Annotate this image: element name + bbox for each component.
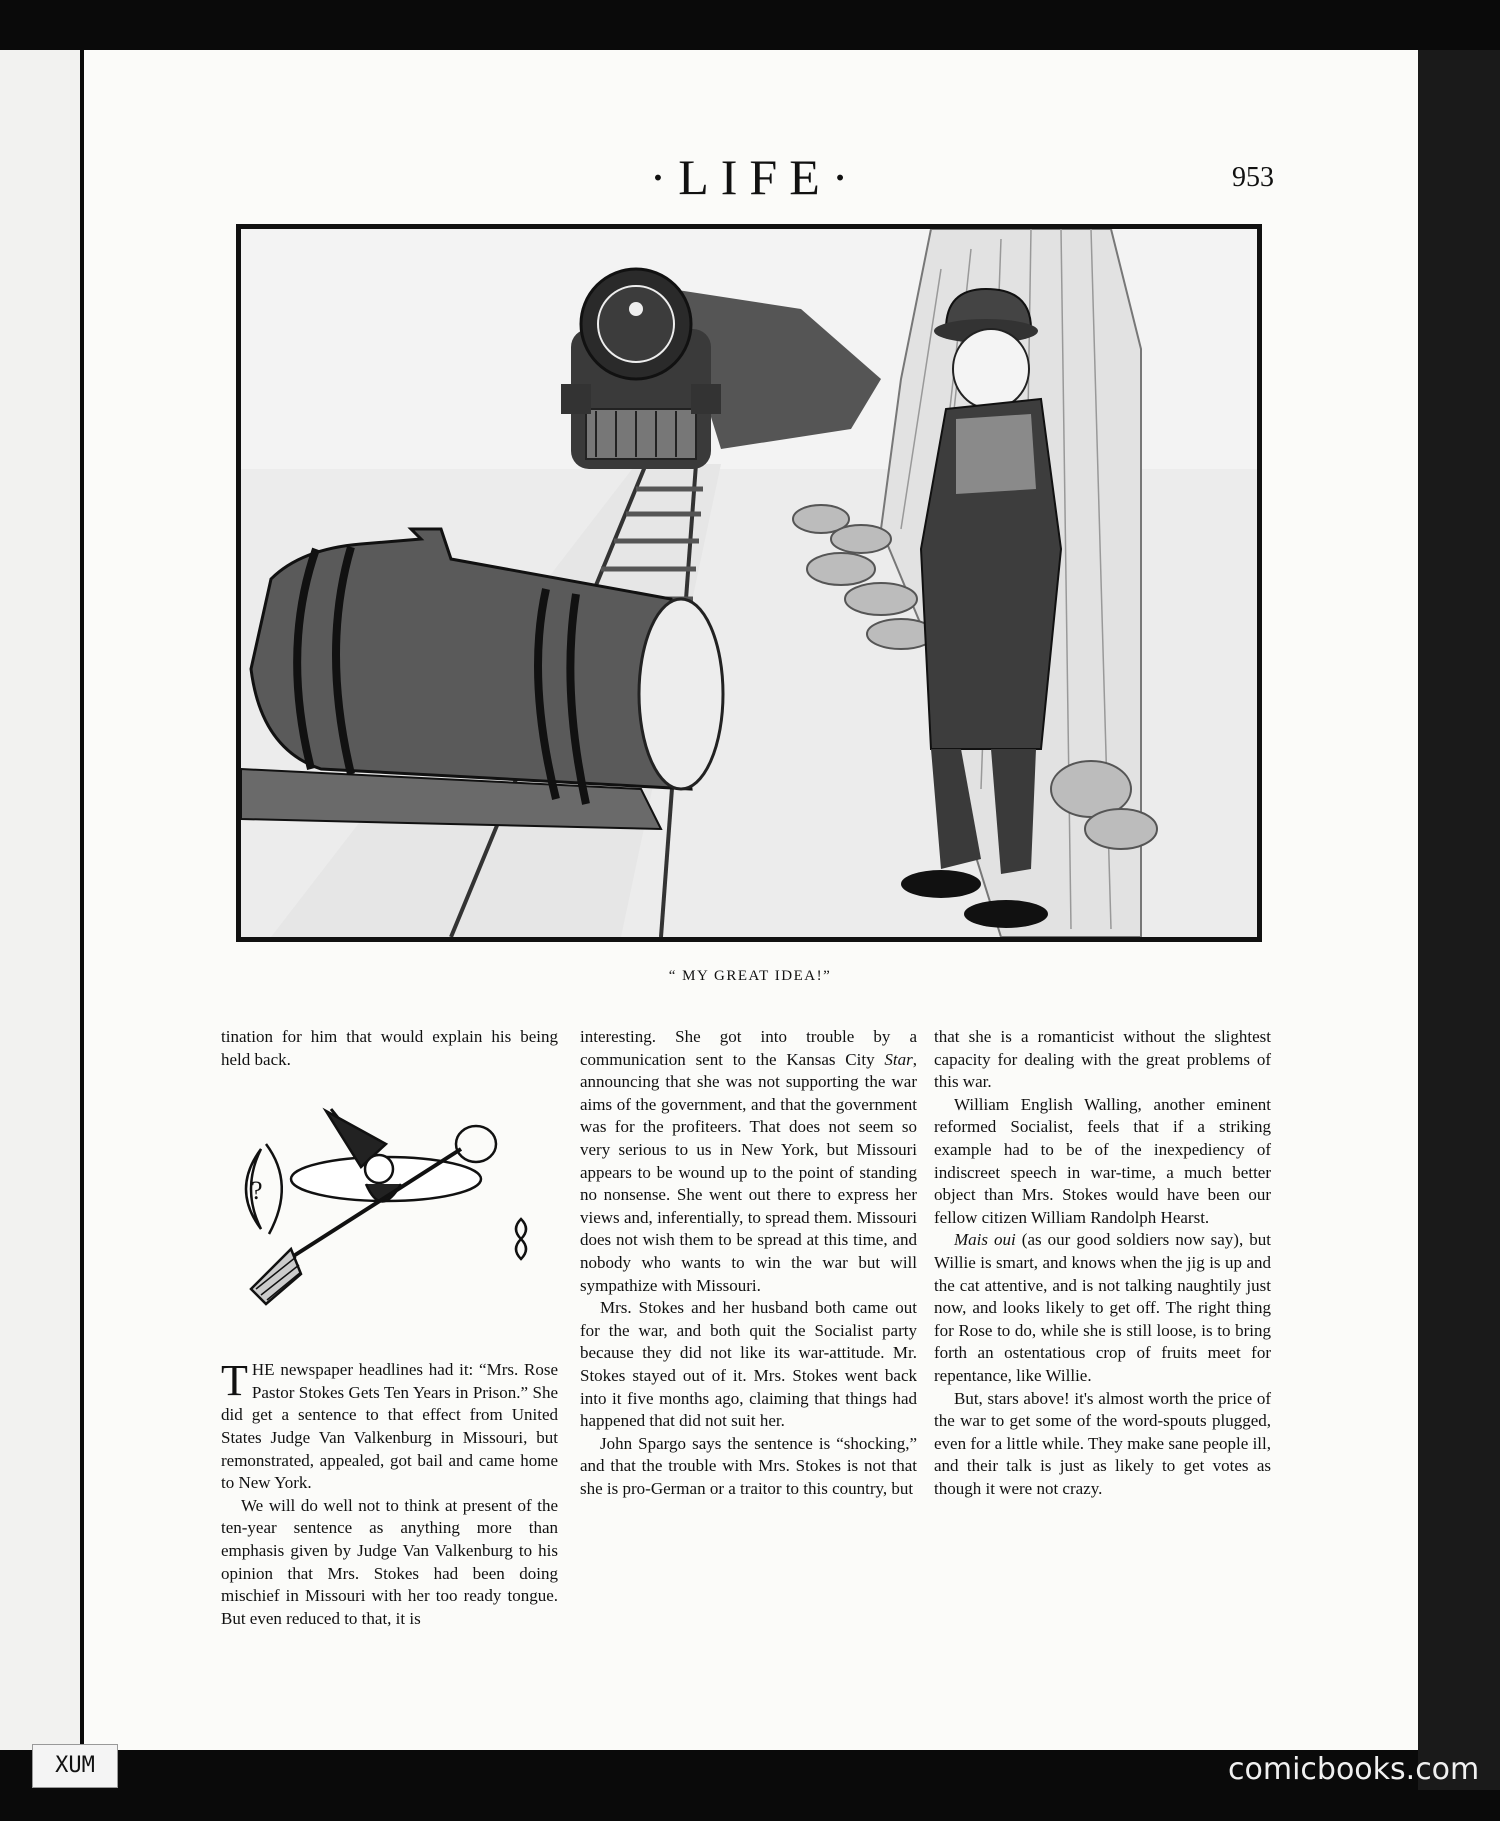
text-column-1 — [221, 1026, 558, 1630]
cartoon-illustration — [236, 224, 1262, 942]
column-2-paragraph-3: John Spargo says the sentence is “shocking,” and that the trouble with Mrs. Stokes is not that she is pro-German or a traitor to this country, but — [580, 1433, 917, 1498]
masthead: ·LIFE· — [649, 149, 861, 205]
page-number: 953 — [1232, 162, 1274, 193]
column-1-lead-paragraph: tination for him that would explain his being held back. — [221, 1027, 558, 1069]
column-3-paragraph-1: that she is a romanticist without the slightest capacity for dealing with the great problems of this war. — [934, 1027, 1271, 1092]
column-3-paragraph-3-text: (as our good soldiers now say), but Willie is smart, and knows when the jig is up and the cat attentive, and is not talking naughtily just now, and looks likely to get off. The right thing for Rose to do, while she is still loose, is to bring forth an ostentatious crop of fruits meet for repentance, like Willie. — [934, 1230, 1271, 1385]
column-2-paragraph-2: Mrs. Stokes and her husband both came out for the war, and both quit the Socialist party because they did not like its war-attitude. Mr. Stokes stayed out of it. Mrs. Stokes went back into it five months ago, claiming that things had happened that did not suit her. — [580, 1298, 917, 1431]
column-3-paragraph-4: But, stars above! it's almost worth the price of the war to get some of the word-spouts plugged, even for a little while. They make sane people ill, and their talk is just as likely to get votes as though it were not crazy. — [934, 1388, 1271, 1498]
right-page-edge — [1418, 50, 1500, 1790]
left-page-edge — [0, 50, 80, 1750]
svg-text:?: ? — [251, 1176, 263, 1206]
text-column-2 — [580, 1026, 917, 1500]
column-2-paragraph-1-end: , announcing that she was not supporting the war aims of the government, and that the government was for the profiteers. That does not seem so very serious to us in New York, but Missouri appears to be wound up to the point of standing no nonsense. She went out there to express her views and, inferentially, to spread them. Missouri does not wish them to be spread at this time, and nobody who wants to win the war but will sympathize with Missouri. — [580, 1049, 917, 1295]
column-3-paragraph-2: William English Walling, another eminent reformed Socialist, feels that if a striking example had to be of the inexpediency of indiscreet speech in war-time, a much better object than Mrs. Stokes would have been our fellow citizen William Randolph Hearst. — [934, 1094, 1271, 1227]
column-1-paragraph-1-text: HE newspaper headlines had it: “Mrs. Rose Pastor Stokes Gets Ten Years in Prison.” She did get a sentence to that effect from United States Judge Van Valkenburg in Missouri, but remonstrated, appealed, got bail and came home to New York. — [221, 1360, 558, 1493]
scan-watermark: comicbooks.com — [1228, 1752, 1480, 1787]
column-3-paragraph-3 — [934, 1229, 1271, 1387]
column-2-paragraph-1-start: interesting. She got into trouble by a communication sent to the Kansas City — [580, 1027, 917, 1069]
column-2-paragraph-1-italic: Star — [884, 1049, 913, 1069]
cartoon-caption: “ MY GREAT IDEA!” — [668, 968, 832, 984]
column-1-paragraph-2: We will do well not to think at present of the ten-year sentence as anything more than emphasis given by Judge Van Valkenburg to his opinion that Mrs. Stokes had been doing mischief in Missouri with her too ready tongue. But even reduced to that, it is — [221, 1495, 558, 1628]
text-column-3 — [934, 1026, 1271, 1500]
column-3-paragraph-3-italic: Mais oui — [954, 1230, 1016, 1250]
drop-cap: T — [221, 1356, 248, 1406]
cartoon-drawing — [241, 229, 1257, 937]
column-1-paragraph-1 — [221, 1356, 558, 1495]
witch-on-broom-illustration — [221, 1089, 558, 1329]
scan-label-xum: XUM — [32, 1744, 118, 1788]
column-2-paragraph-1 — [580, 1026, 917, 1297]
